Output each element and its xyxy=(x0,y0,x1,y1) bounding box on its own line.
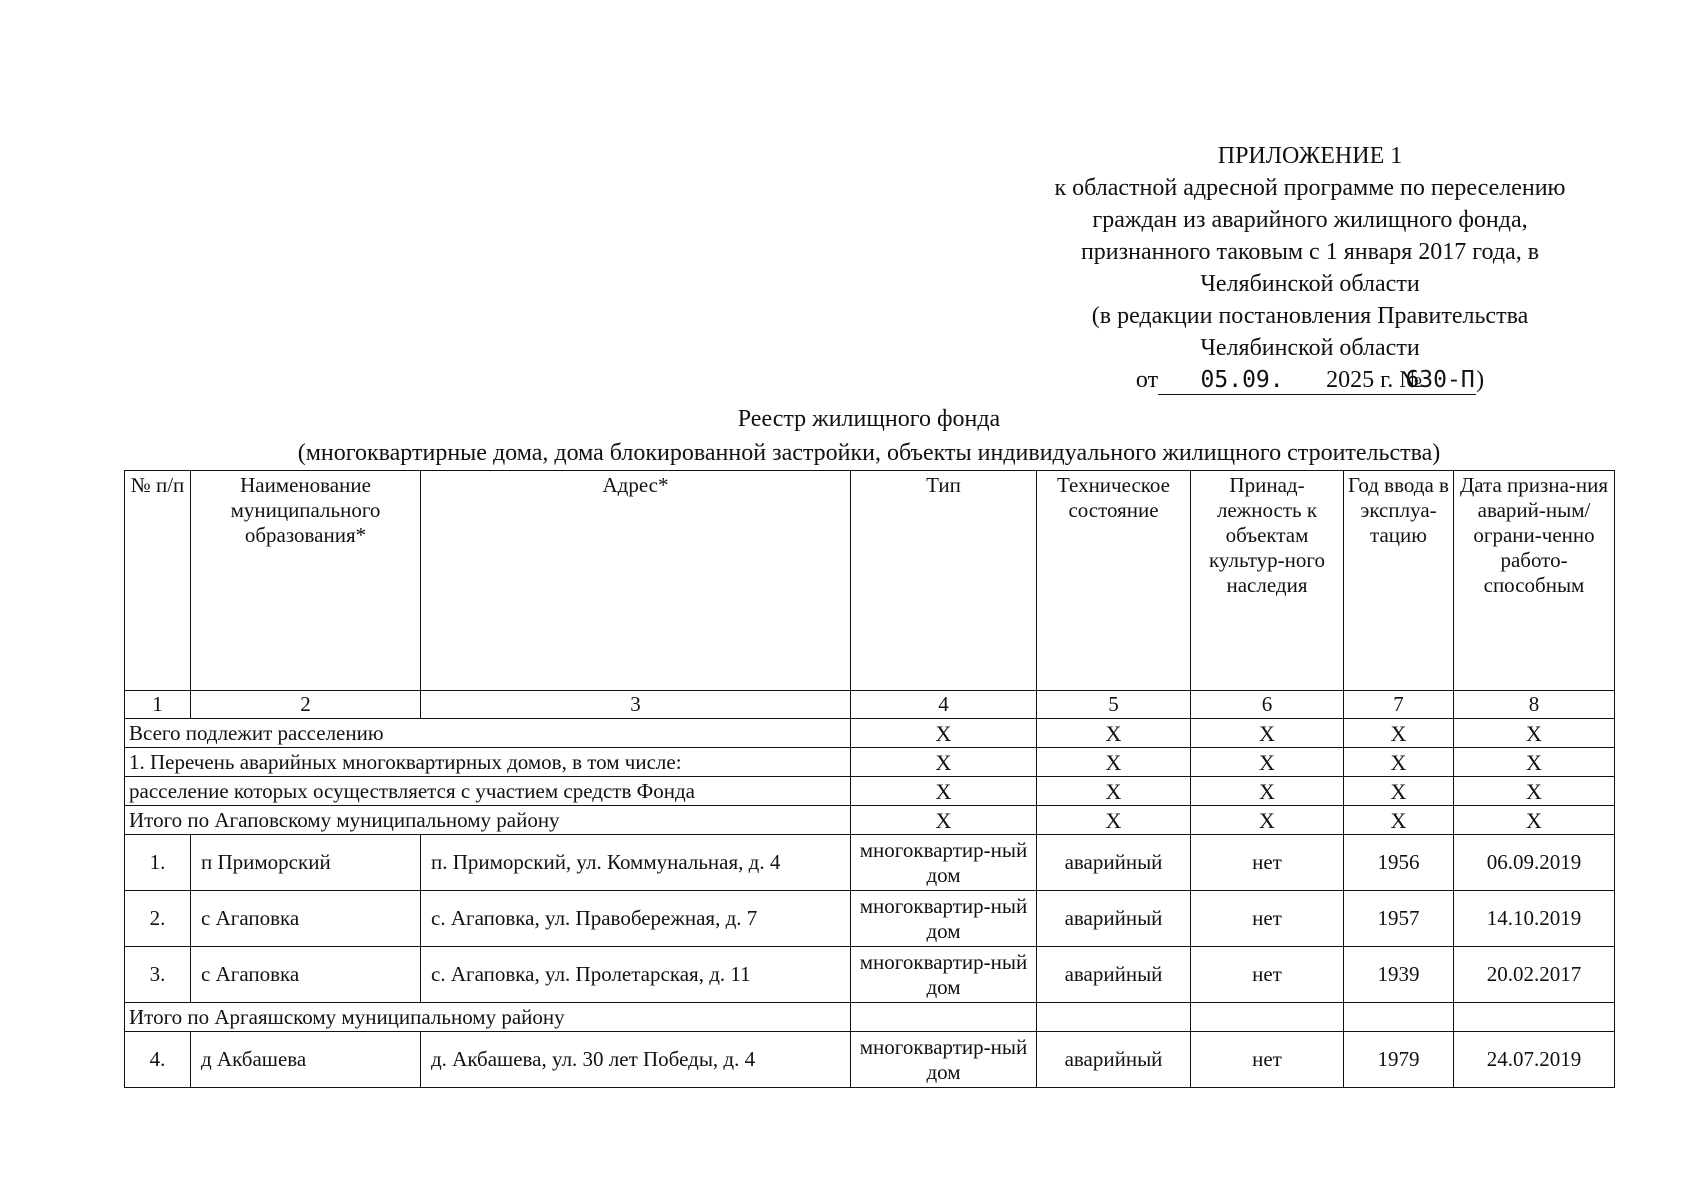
row-heritage: нет xyxy=(1191,947,1344,1003)
summary-mark: X xyxy=(1454,719,1615,748)
summary-row xyxy=(125,806,1615,835)
summary-row xyxy=(125,777,1615,806)
register-title: Реестр жилищного фонда xyxy=(737,406,1001,432)
col-number: 3 xyxy=(421,691,851,719)
summary-mark: X xyxy=(851,748,1037,777)
col-header-heritage: Принад-лежность к объектам культур-ного наследия xyxy=(1191,471,1344,691)
row-type: многоквартир-ный дом xyxy=(851,835,1037,891)
appendix-line: Челябинской области xyxy=(1200,271,1420,297)
row-municipality: с Агаповка xyxy=(191,891,421,947)
row-heritage: нет xyxy=(1191,835,1344,891)
row-address: д. Акбашева, ул. 30 лет Победы, д. 4 xyxy=(421,1032,851,1088)
subtotal-cell xyxy=(1454,1003,1615,1032)
table-row xyxy=(125,947,1615,1003)
resolution-date-line xyxy=(960,364,1660,396)
row-heritage: нет xyxy=(1191,1032,1344,1088)
subtotal-cell xyxy=(1344,1003,1454,1032)
row-year: 1939 xyxy=(1344,947,1454,1003)
row-number: 2. xyxy=(125,891,191,947)
col-number: 4 xyxy=(851,691,1037,719)
appendix-line: (в редакции постановления Правительства xyxy=(1091,303,1529,329)
summary-mark: X xyxy=(1454,806,1615,835)
row-year: 1979 xyxy=(1344,1032,1454,1088)
summary-mark: X xyxy=(1037,806,1191,835)
row-date: 14.10.2019 xyxy=(1454,891,1615,947)
appendix-line: Челябинской области xyxy=(1200,335,1420,361)
row-address: с. Агаповка, ул. Пролетарская, д. 11 xyxy=(421,947,851,1003)
col-header-state: Техническое состояние xyxy=(1037,471,1191,691)
col-header-municipality: Наименование муниципального образования* xyxy=(191,471,421,691)
summary-row xyxy=(125,719,1615,748)
summary-mark: X xyxy=(851,806,1037,835)
subtotal-cell xyxy=(851,1003,1037,1032)
row-date: 06.09.2019 xyxy=(1454,835,1615,891)
appendix-header xyxy=(960,140,1660,396)
row-state: аварийный xyxy=(1037,947,1191,1003)
column-number-row xyxy=(125,691,1615,719)
col-number: 2 xyxy=(191,691,421,719)
row-date: 24.07.2019 xyxy=(1454,1032,1615,1088)
row-address: с. Агаповка, ул. Правобережная, д. 7 xyxy=(421,891,851,947)
row-state: аварийный xyxy=(1037,835,1191,891)
row-date: 20.02.2017 xyxy=(1454,947,1615,1003)
table-row xyxy=(125,835,1615,891)
subtotal-label: Итого по Аргаяшскому муниципальному району xyxy=(125,1003,851,1032)
summary-label: расселение которых осуществляется с участием средств Фонда xyxy=(125,777,851,806)
summary-mark: X xyxy=(1191,806,1344,835)
summary-label: Всего подлежит расселению xyxy=(125,719,851,748)
row-number: 4. xyxy=(125,1032,191,1088)
appendix-line: к областной адресной программе по переселению xyxy=(1054,175,1566,201)
resolution-year: 2025 г. № xyxy=(1326,367,1423,393)
row-municipality: д Акбашева xyxy=(191,1032,421,1088)
row-number: 1. xyxy=(125,835,191,891)
summary-mark: X xyxy=(1344,806,1454,835)
resolution-date: 05.09. xyxy=(1158,366,1326,395)
summary-mark: X xyxy=(1344,777,1454,806)
summary-mark: X xyxy=(1191,748,1344,777)
col-number: 1 xyxy=(125,691,191,719)
summary-mark: X xyxy=(1037,777,1191,806)
row-state: аварийный xyxy=(1037,1032,1191,1088)
summary-mark: X xyxy=(1191,777,1344,806)
appendix-line: признанного таковым с 1 января 2017 года, в xyxy=(1080,239,1540,265)
col-number: 6 xyxy=(1191,691,1344,719)
summary-mark: X xyxy=(851,777,1037,806)
subtotal-cell xyxy=(1037,1003,1191,1032)
summary-mark: X xyxy=(1191,719,1344,748)
row-state: аварийный xyxy=(1037,891,1191,947)
col-number: 8 xyxy=(1454,691,1615,719)
summary-mark: X xyxy=(1344,719,1454,748)
row-municipality: п Приморский xyxy=(191,835,421,891)
row-heritage: нет xyxy=(1191,891,1344,947)
register-subtitle: (многоквартирные дома, дома блокированной застройки, объекты индивидуального жилищного строительства) xyxy=(297,440,1441,466)
resolution-number: 630-П xyxy=(1405,367,1475,393)
col-header-date: Дата призна-ния аварий-ным/ограни-ченно работо-способным xyxy=(1454,471,1615,691)
col-header-year: Год ввода в эксплуа-тацию xyxy=(1344,471,1454,691)
row-year: 1957 xyxy=(1344,891,1454,947)
subtotal-row xyxy=(125,1003,1615,1032)
summary-mark: X xyxy=(1344,748,1454,777)
summary-row xyxy=(125,748,1615,777)
col-number: 7 xyxy=(1344,691,1454,719)
summary-mark: X xyxy=(851,719,1037,748)
summary-mark: X xyxy=(1037,719,1191,748)
col-header-num: № п/п xyxy=(125,471,191,691)
summary-label: 1. Перечень аварийных многоквартирных домов, в том числе: xyxy=(125,748,851,777)
col-number: 5 xyxy=(1037,691,1191,719)
row-address: п. Приморский, ул. Коммунальная, д. 4 xyxy=(421,835,851,891)
row-number: 3. xyxy=(125,947,191,1003)
table-row xyxy=(125,1032,1615,1088)
summary-label: Итого по Агаповскому муниципальному району xyxy=(125,806,851,835)
summary-mark: X xyxy=(1454,748,1615,777)
row-year: 1956 xyxy=(1344,835,1454,891)
summary-mark: X xyxy=(1454,777,1615,806)
col-header-address: Адрес* xyxy=(421,471,851,691)
row-municipality: с Агаповка xyxy=(191,947,421,1003)
summary-mark: X xyxy=(1037,748,1191,777)
row-type: многоквартир-ный дом xyxy=(851,891,1037,947)
close-paren: ) xyxy=(1476,367,1485,393)
date-prefix: от xyxy=(1135,367,1159,393)
row-type: многоквартир-ный дом xyxy=(851,1032,1037,1088)
housing-register-table xyxy=(124,470,1615,1088)
col-header-type: Тип xyxy=(851,471,1037,691)
appendix-line: граждан из аварийного жилищного фонда, xyxy=(1092,207,1528,233)
header-row xyxy=(125,471,1615,691)
subtotal-cell xyxy=(1191,1003,1344,1032)
table-row xyxy=(125,891,1615,947)
row-type: многоквартир-ный дом xyxy=(851,947,1037,1003)
appendix-title: ПРИЛОЖЕНИЕ 1 xyxy=(1217,143,1403,169)
